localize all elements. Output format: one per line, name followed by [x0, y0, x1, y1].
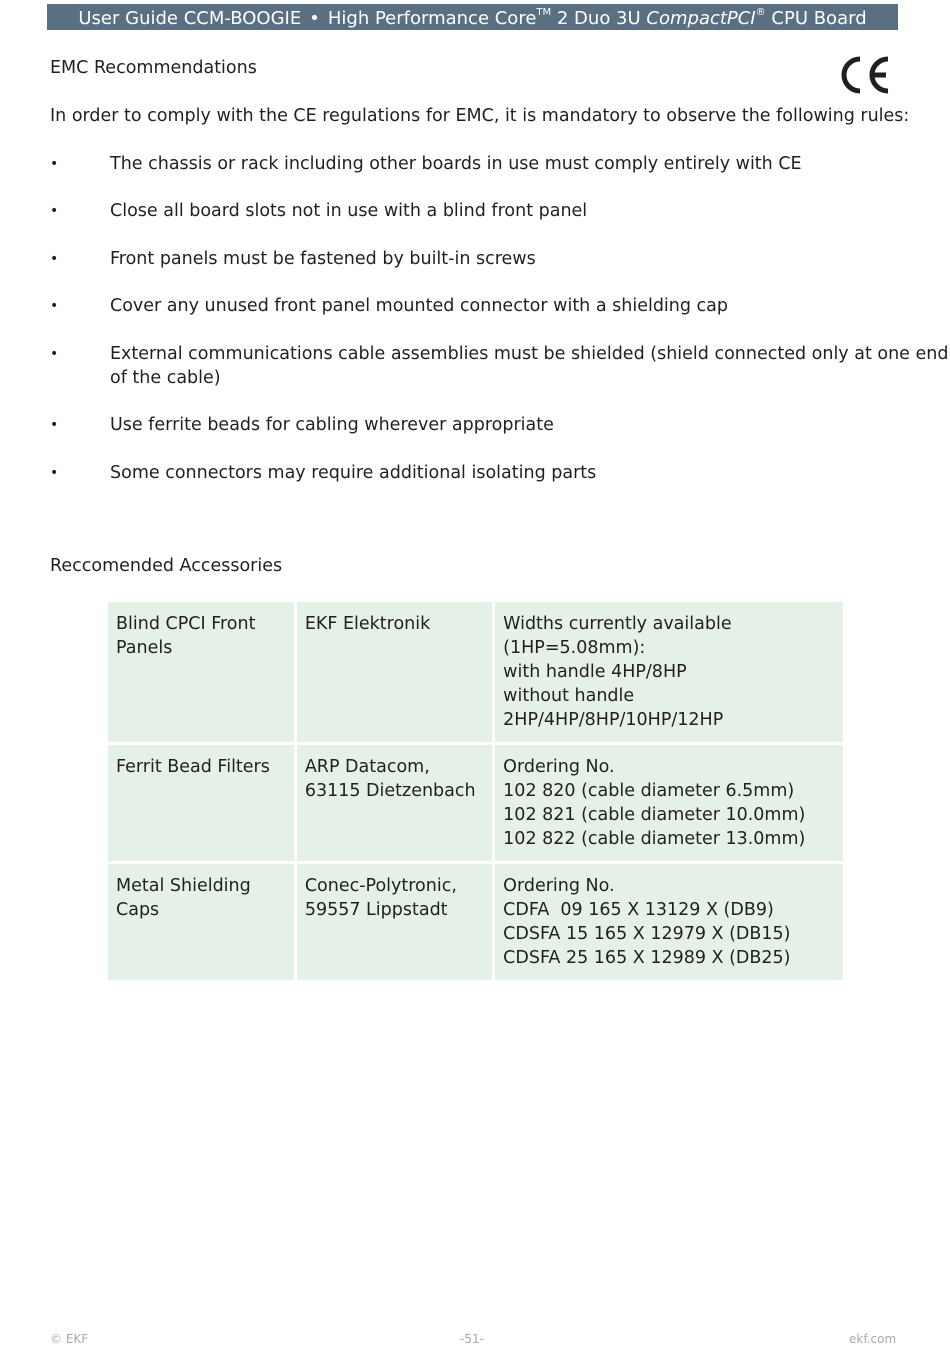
cell-line: CDSFA 15 165 X 12979 X (DB15) — [503, 924, 791, 944]
cell-line: Ordering No. — [503, 757, 615, 777]
emc-rule-text — [110, 152, 900, 176]
cell-line: Ordering No. — [503, 876, 615, 896]
accessory-details-cell — [495, 602, 843, 745]
header-title-part1: High Performance Core — [327, 8, 537, 29]
emc-rule-line: Cover any unused front panel mounted connector with a shielding cap — [110, 296, 729, 316]
header-title-part2: 2 Duo 3U — [551, 8, 647, 29]
table-row — [108, 745, 843, 864]
header-title-part3: CPU Board — [765, 8, 867, 29]
cell-line: 102 820 (cable diameter 6.5mm) — [503, 781, 795, 801]
accessory-vendor-cell — [297, 864, 495, 980]
accessory-item-cell — [108, 602, 297, 745]
emc-rule-line: of the cable) — [110, 368, 221, 388]
accessory-details-cell — [495, 864, 843, 980]
header-guide-prefix: User Guide CCM-BOOGIE — [78, 8, 302, 29]
bullet-icon: • — [50, 417, 59, 433]
cell-line: 2HP/4HP/8HP/10HP/12HP — [503, 710, 724, 730]
cell-line: Blind CPCI Front — [116, 614, 256, 634]
bullet-icon: • — [50, 156, 59, 172]
cell-line: Conec-Polytronic, — [304, 876, 457, 896]
cell-line: 102 822 (cable diameter 13.0mm) — [503, 829, 806, 849]
emc-rule-line: Some connectors may require additional isolating parts — [110, 463, 597, 483]
bullet-icon: • — [50, 251, 59, 267]
cell-line: Ferrit Bead Filters — [116, 757, 270, 777]
table-row — [108, 864, 843, 980]
bullet-icon: • — [50, 346, 59, 362]
emc-rule-text — [110, 199, 900, 223]
emc-rule-text — [110, 247, 900, 271]
cell-line: CDSFA 25 165 X 12989 X (DB25) — [503, 948, 791, 968]
page-header — [47, 4, 898, 30]
emc-rule-text — [110, 413, 900, 437]
emc-rule-line: External communications cable assemblies must be shielded (shield connected only at one end — [110, 344, 949, 364]
accessory-vendor-cell — [297, 745, 495, 864]
cell-line: 63115 Dietzenbach — [304, 781, 476, 801]
accessory-item-cell — [108, 745, 297, 864]
cell-line: 102 821 (cable diameter 10.0mm) — [503, 805, 806, 825]
bullet-icon: • — [50, 203, 59, 219]
cell-line: EKF Elektronik — [304, 614, 431, 634]
cell-line: Metal Shielding — [116, 876, 251, 896]
bullet-icon: • — [50, 298, 59, 314]
header-title-italic: CompactPCI — [646, 8, 756, 29]
accessory-vendor-cell — [297, 602, 495, 745]
cell-line: without handle — [503, 686, 635, 706]
cell-line: Caps — [116, 900, 160, 920]
emc-rule-line: Use ferrite beads for cabling wherever appropriate — [110, 415, 554, 435]
accessory-details-cell — [495, 745, 843, 864]
bullet-icon: • — [50, 465, 59, 481]
footer-page-number: -51- — [460, 1332, 484, 1346]
emc-rule-line: Close all board slots not in use with a blind front panel — [110, 201, 588, 221]
emc-rule-line: The chassis or rack including other boards in use must comply entirely with CE — [110, 154, 802, 174]
emc-section-title: EMC Recommendations — [50, 58, 257, 78]
cell-line: (1HP=5.08mm): — [503, 638, 646, 658]
cell-line: ARP Datacom, — [304, 757, 430, 777]
ce-mark-icon — [836, 55, 894, 95]
emc-rule-text — [110, 342, 949, 390]
cell-line: with handle 4HP/8HP — [503, 662, 687, 682]
cell-line: CDFA 09 165 X 13129 X (DB9) — [503, 900, 774, 920]
emc-rule-text — [110, 461, 900, 485]
accessory-item-cell — [108, 864, 297, 980]
cell-line: Panels — [116, 638, 173, 658]
header-registered: ® — [755, 7, 766, 18]
cell-line: 59557 Lippstadt — [304, 900, 448, 920]
accessories-table — [108, 602, 843, 980]
footer-website: ekf.com — [849, 1332, 897, 1346]
emc-rule-line: Front panels must be fastened by built-in screws — [110, 249, 536, 269]
accessories-section-title: Reccomended Accessories — [50, 556, 283, 576]
emc-intro-text: In order to comply with the CE regulations for EMC, it is mandatory to observe the following rules: — [50, 106, 910, 126]
table-row — [108, 602, 843, 745]
footer-copyright: © EKF — [50, 1332, 89, 1346]
header-trademark: TM — [536, 7, 552, 18]
header-separator: • — [309, 8, 320, 29]
cell-line: Widths currently available — [503, 614, 732, 634]
emc-rule-text — [110, 294, 900, 318]
